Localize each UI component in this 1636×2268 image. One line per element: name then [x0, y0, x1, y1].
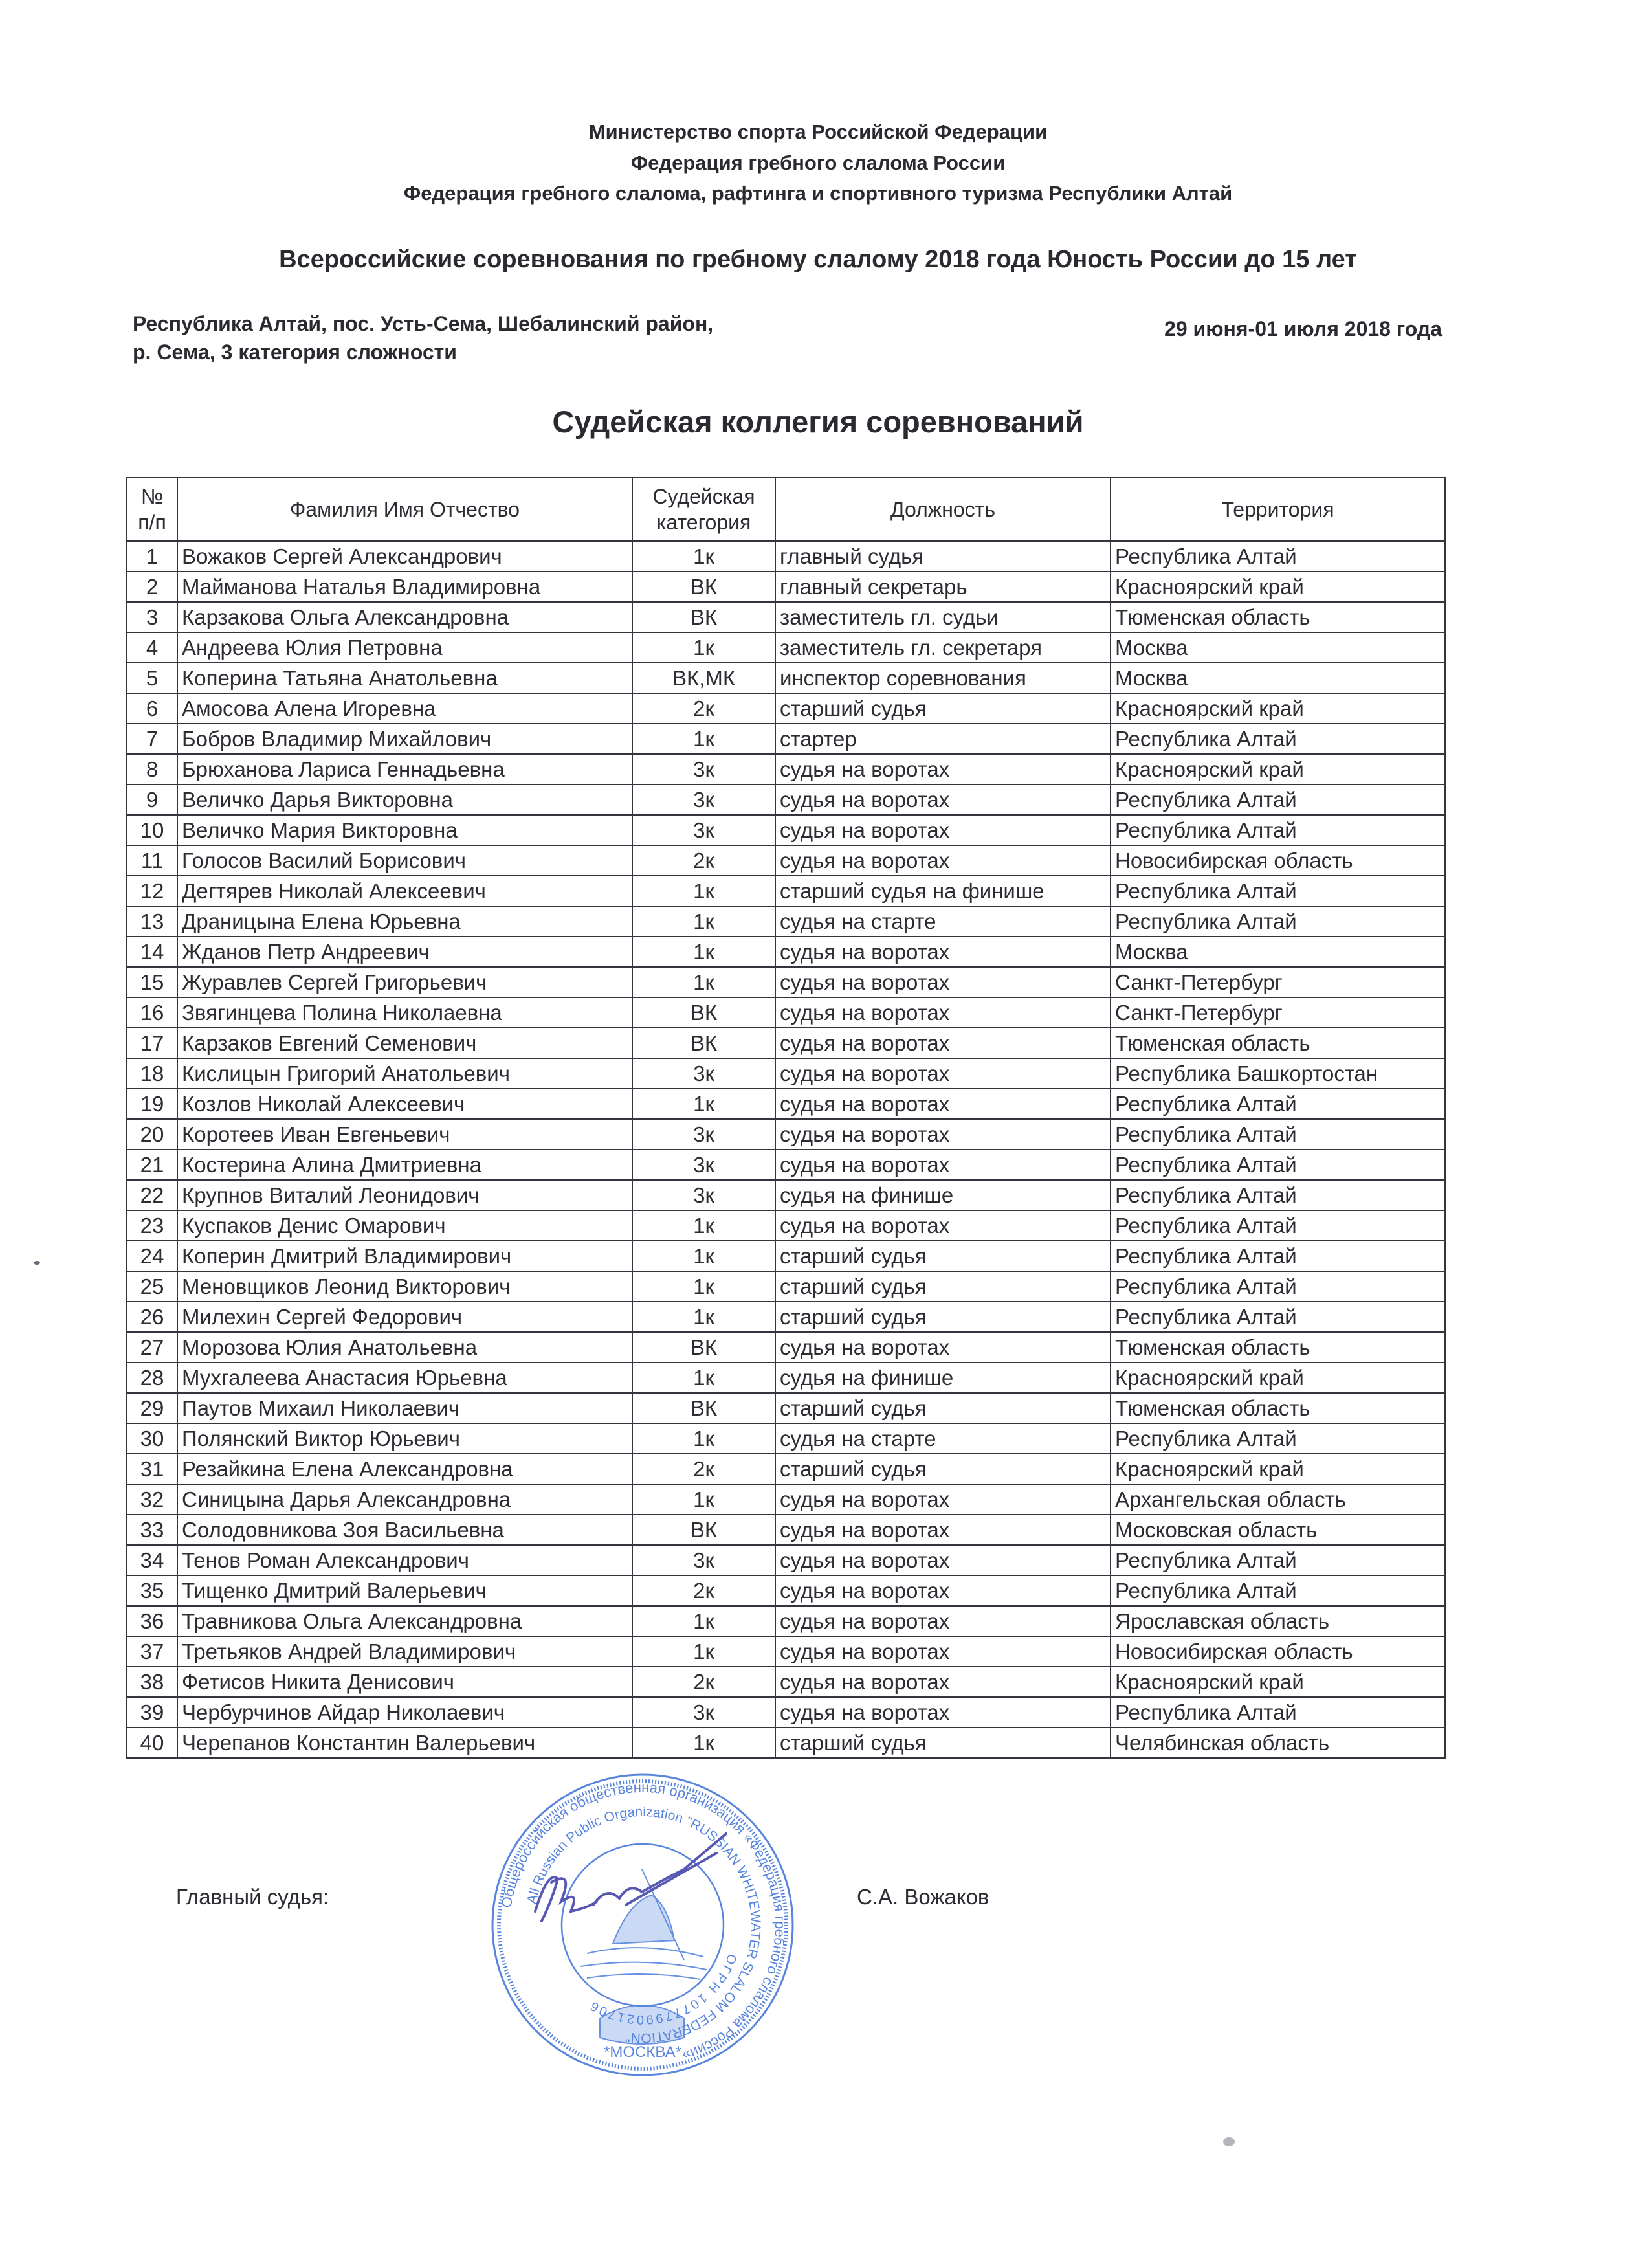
judge-territory: Республика Алтай	[1111, 1575, 1445, 1606]
table-row	[127, 845, 1445, 876]
table-row	[127, 815, 1445, 845]
judge-name: Коперин Дмитрий Владимирович	[177, 1241, 632, 1271]
table-row	[127, 1119, 1445, 1150]
table-row	[127, 937, 1445, 967]
table-header-row	[127, 478, 1445, 541]
judge-name: Величко Дарья Викторовна	[177, 784, 632, 815]
row-number: 7	[127, 724, 177, 754]
judge-category: 1к	[632, 724, 775, 754]
table-row	[127, 724, 1445, 754]
row-number: 3	[127, 602, 177, 632]
table-row	[127, 1575, 1445, 1606]
judge-position: старший судья	[775, 1302, 1111, 1332]
table-row	[127, 1180, 1445, 1210]
judge-position: судья на воротах	[775, 1058, 1111, 1089]
judge-name: Коротеев Иван Евгеньевич	[177, 1119, 632, 1150]
judge-territory: Красноярский край	[1111, 572, 1445, 602]
row-number: 2	[127, 572, 177, 602]
judge-name: Меновщиков Леонид Викторович	[177, 1271, 632, 1302]
ministry-line: Министерство спорта Российской Федерации	[588, 120, 1048, 143]
scan-artifact	[1223, 2137, 1235, 2146]
row-number: 5	[127, 663, 177, 693]
judge-name: Дегтярев Николай Алексеевич	[177, 876, 632, 906]
judge-name: Величко Мария Викторовна	[177, 815, 632, 845]
row-number: 32	[127, 1484, 177, 1515]
judge-territory: Красноярский край	[1111, 1454, 1445, 1484]
judge-position: главный судья	[775, 541, 1111, 572]
row-number: 27	[127, 1332, 177, 1362]
judge-category: ВК	[632, 602, 775, 632]
judge-territory: Республика Алтай	[1111, 1271, 1445, 1302]
judge-name: Карзакова Ольга Александровна	[177, 602, 632, 632]
judge-name: Синицына Дарья Александровна	[177, 1484, 632, 1515]
table-row	[127, 663, 1445, 693]
judge-position: судья на воротах	[775, 1089, 1111, 1119]
table-row	[127, 967, 1445, 997]
judge-position: главный секретарь	[775, 572, 1111, 602]
row-number: 4	[127, 632, 177, 663]
table-row	[127, 1484, 1445, 1515]
judge-territory: Республика Алтай	[1111, 1089, 1445, 1119]
judge-name: Брюханова Лариса Геннадьевна	[177, 754, 632, 784]
judge-category: 1к	[632, 1089, 775, 1119]
judge-territory: Тюменская область	[1111, 1393, 1445, 1423]
row-number: 18	[127, 1058, 177, 1089]
judge-name: Козлов Николай Алексеевич	[177, 1089, 632, 1119]
judge-name: Бобров Владимир Михайлович	[177, 724, 632, 754]
judge-territory: Новосибирская область	[1111, 845, 1445, 876]
row-number: 14	[127, 937, 177, 967]
judge-position: судья на старте	[775, 1423, 1111, 1454]
table-row	[127, 784, 1445, 815]
judge-category: 3к	[632, 1150, 775, 1180]
judge-name: Жданов Петр Андреевич	[177, 937, 632, 967]
judge-name: Мухгалеева Анастасия Юрьевна	[177, 1362, 632, 1393]
signature-label: Главный судья:	[176, 1885, 329, 1909]
judge-position: судья на воротах	[775, 1484, 1111, 1515]
row-number: 17	[127, 1028, 177, 1058]
judge-category: 1к	[632, 1728, 775, 1758]
judge-name: Милехин Сергей Федорович	[177, 1302, 632, 1332]
table-row	[127, 1058, 1445, 1089]
row-number: 31	[127, 1454, 177, 1484]
judge-category: 2к	[632, 1454, 775, 1484]
judge-territory: Республика Алтай	[1111, 1150, 1445, 1180]
judge-position: старший судья	[775, 1241, 1111, 1271]
judge-category: 1к	[632, 1210, 775, 1241]
judge-name: Куспаков Денис Омарович	[177, 1210, 632, 1241]
section-title: Судейская коллегия соревнований	[552, 405, 1084, 439]
judge-position: судья на воротах	[775, 937, 1111, 967]
judge-territory: Москва	[1111, 937, 1445, 967]
row-number: 13	[127, 906, 177, 937]
judge-position: судья на воротах	[775, 815, 1111, 845]
judge-position: старший судья на финише	[775, 876, 1111, 906]
stamp-seal-icon	[490, 1772, 795, 2078]
judge-name: Амосова Алена Игоревна	[177, 693, 632, 724]
row-number: 19	[127, 1089, 177, 1119]
table-row	[127, 602, 1445, 632]
row-number: 6	[127, 693, 177, 724]
judge-territory: Республика Алтай	[1111, 784, 1445, 815]
judge-category: 2к	[632, 693, 775, 724]
federation-line: Федерация гребного слалома России	[630, 151, 1006, 174]
judge-category: 1к	[632, 1302, 775, 1332]
judge-category: ВК,МК	[632, 663, 775, 693]
row-number: 24	[127, 1241, 177, 1271]
svg-text:ОГРН 1077799021706: ОГРН 1077799021706	[586, 1951, 740, 2027]
row-number: 34	[127, 1545, 177, 1575]
table-row	[127, 632, 1445, 663]
judge-category: 3к	[632, 754, 775, 784]
judge-name: Черепанов Константин Валерьевич	[177, 1728, 632, 1758]
judges-table	[126, 477, 1446, 1759]
table-row	[127, 1150, 1445, 1180]
judge-category: 3к	[632, 815, 775, 845]
judge-name: Паутов Михаил Николаевич	[177, 1393, 632, 1423]
judge-position: судья на воротах	[775, 754, 1111, 784]
judge-position: судья на воротах	[775, 1636, 1111, 1667]
judge-territory: Республика Алтай	[1111, 1210, 1445, 1241]
judge-category: 1к	[632, 1484, 775, 1515]
table-body	[127, 541, 1445, 1758]
event-title: Всероссийские соревнования по гребному слалому 2018 года Юность России до 15 лет	[279, 246, 1357, 273]
judge-category: 1к	[632, 1271, 775, 1302]
judge-territory: Республика Алтай	[1111, 876, 1445, 906]
judge-territory: Республика Алтай	[1111, 1241, 1445, 1271]
judge-name: Тищенко Дмитрий Валерьевич	[177, 1575, 632, 1606]
judge-territory: Республика Алтай	[1111, 541, 1445, 572]
judge-position: старший судья	[775, 1454, 1111, 1484]
table-row	[127, 1302, 1445, 1332]
row-number: 40	[127, 1728, 177, 1758]
judge-territory: Архангельская область	[1111, 1484, 1445, 1515]
row-number: 12	[127, 876, 177, 906]
judge-position: судья на воротах	[775, 967, 1111, 997]
row-number: 11	[127, 845, 177, 876]
judge-territory: Республика Башкортостан	[1111, 1058, 1445, 1089]
signatory-name: С.А. Вожаков	[857, 1885, 989, 1909]
table-row	[127, 1362, 1445, 1393]
column-header-territory: Территория	[1111, 478, 1445, 541]
table-row	[127, 1089, 1445, 1119]
judge-position: стартер	[775, 724, 1111, 754]
table-row	[127, 1728, 1445, 1758]
judge-category: 1к	[632, 632, 775, 663]
row-number: 15	[127, 967, 177, 997]
judge-position: судья на воротах	[775, 1545, 1111, 1575]
judge-position: судья на воротах	[775, 845, 1111, 876]
svg-text:*МОСКВА*: *МОСКВА*	[604, 2043, 681, 2061]
table-row	[127, 541, 1445, 572]
column-header-name: Фамилия Имя Отчество	[177, 478, 632, 541]
judge-position: заместитель гл. секретаря	[775, 632, 1111, 663]
judge-position: старший судья	[775, 1271, 1111, 1302]
judge-position: старший судья	[775, 1728, 1111, 1758]
table-row	[127, 997, 1445, 1028]
judge-territory: Тюменская область	[1111, 1332, 1445, 1362]
judge-position: заместитель гл. судьи	[775, 602, 1111, 632]
judge-territory: Республика Алтай	[1111, 1119, 1445, 1150]
column-header-category: Судейская категория	[632, 478, 775, 541]
row-number: 28	[127, 1362, 177, 1393]
row-number: 38	[127, 1667, 177, 1697]
judge-name: Карзаков Евгений Семенович	[177, 1028, 632, 1058]
judge-category: 1к	[632, 1636, 775, 1667]
judge-territory: Республика Алтай	[1111, 1180, 1445, 1210]
row-number: 8	[127, 754, 177, 784]
table-row	[127, 1028, 1445, 1058]
judge-name: Андреева Юлия Петровна	[177, 632, 632, 663]
judge-category: 1к	[632, 1362, 775, 1393]
judge-name: Травникова Ольга Александровна	[177, 1606, 632, 1636]
venue-line-1: Республика Алтай, пос. Усть-Сема, Шебалинский район,	[133, 312, 714, 335]
judge-name: Полянский Виктор Юрьевич	[177, 1423, 632, 1454]
table-row	[127, 1636, 1445, 1667]
judge-category: 3к	[632, 1058, 775, 1089]
judge-position: инспектор соревнования	[775, 663, 1111, 693]
judge-name: Звягинцева Полина Николаевна	[177, 997, 632, 1028]
judge-territory: Тюменская область	[1111, 1028, 1445, 1058]
row-number: 9	[127, 784, 177, 815]
judge-name: Майманова Наталья Владимировна	[177, 572, 632, 602]
judge-category: ВК	[632, 1515, 775, 1545]
judge-territory: Тюменская область	[1111, 602, 1445, 632]
table-row	[127, 1545, 1445, 1575]
judge-name: Чербурчинов Айдар Николаевич	[177, 1697, 632, 1728]
row-number: 21	[127, 1150, 177, 1180]
row-number: 23	[127, 1210, 177, 1241]
regional-federation-line: Федерация гребного слалома, рафтинга и спортивного туризма Республики Алтай	[403, 182, 1233, 205]
column-header-number: № п/п	[127, 478, 177, 541]
judge-position: судья на финише	[775, 1180, 1111, 1210]
judge-position: судья на старте	[775, 906, 1111, 937]
judge-territory: Красноярский край	[1111, 1667, 1445, 1697]
judge-position: судья на воротах	[775, 1028, 1111, 1058]
scan-artifact	[34, 1261, 40, 1265]
judge-position: судья на воротах	[775, 1119, 1111, 1150]
judge-position: судья на воротах	[775, 1515, 1111, 1545]
judge-territory: Москва	[1111, 632, 1445, 663]
row-number: 36	[127, 1606, 177, 1636]
judge-territory: Красноярский край	[1111, 754, 1445, 784]
table-row	[127, 754, 1445, 784]
judge-position: судья на воротах	[775, 1606, 1111, 1636]
venue	[133, 309, 713, 366]
column-header-position: Должность	[775, 478, 1111, 541]
row-number: 10	[127, 815, 177, 845]
judge-category: 2к	[632, 1575, 775, 1606]
judge-category: 2к	[632, 1667, 775, 1697]
judge-position: судья на воротах	[775, 1332, 1111, 1362]
svg-text:Общероссийская общественная ор: Общероссийская общественная организация «Федерация гребного слалома России»	[498, 1779, 789, 2065]
judge-category: 1к	[632, 876, 775, 906]
judge-territory: Новосибирская область	[1111, 1636, 1445, 1667]
judge-territory: Красноярский край	[1111, 1362, 1445, 1393]
table-row	[127, 1515, 1445, 1545]
official-stamp	[490, 1772, 795, 2078]
judge-territory: Республика Алтай	[1111, 1697, 1445, 1728]
table-row	[127, 1606, 1445, 1636]
judge-category: ВК	[632, 1332, 775, 1362]
row-number: 26	[127, 1302, 177, 1332]
judge-position: старший судья	[775, 1393, 1111, 1423]
judge-category: 2к	[632, 845, 775, 876]
judge-territory: Республика Алтай	[1111, 1423, 1445, 1454]
judge-name: Вожаков Сергей Александрович	[177, 541, 632, 572]
judge-category: 1к	[632, 541, 775, 572]
judge-territory: Московская область	[1111, 1515, 1445, 1545]
judge-territory: Красноярский край	[1111, 693, 1445, 724]
table-row	[127, 1393, 1445, 1423]
table-row	[127, 1454, 1445, 1484]
judge-name: Голосов Василий Борисович	[177, 845, 632, 876]
table-row	[127, 906, 1445, 937]
judge-position: старший судья	[775, 693, 1111, 724]
judge-category: ВК	[632, 1028, 775, 1058]
judge-position: судья на воротах	[775, 997, 1111, 1028]
table-row	[127, 1697, 1445, 1728]
judge-category: 1к	[632, 937, 775, 967]
table-row	[127, 1423, 1445, 1454]
venue-line-2: р. Сема, 3 категория сложности	[133, 340, 457, 364]
judge-position: судья на воротах	[775, 1575, 1111, 1606]
judge-category: 3к	[632, 784, 775, 815]
row-number: 33	[127, 1515, 177, 1545]
event-dates: 29 июня-01 июля 2018 года	[1164, 317, 1442, 340]
judge-territory: Республика Алтай	[1111, 1545, 1445, 1575]
judge-name: Журавлев Сергей Григорьевич	[177, 967, 632, 997]
judge-category: ВК	[632, 1393, 775, 1423]
judge-category: 1к	[632, 1423, 775, 1454]
svg-text:All Russian Public Organizatio: All Russian Public Organization "RUSSIAN WHITEWATER SLALOM FEDERATION"	[524, 1804, 764, 2046]
judge-category: 3к	[632, 1697, 775, 1728]
judge-name: Костерина Алина Дмитриевна	[177, 1150, 632, 1180]
judge-name: Фетисов Никита Денисович	[177, 1667, 632, 1697]
judge-territory: Челябинская область	[1111, 1728, 1445, 1758]
judge-name: Коперина Татьяна Анатольевна	[177, 663, 632, 693]
judge-territory: Республика Алтай	[1111, 815, 1445, 845]
judge-territory: Республика Алтай	[1111, 724, 1445, 754]
judge-name: Солодовникова Зоя Васильевна	[177, 1515, 632, 1545]
judge-position: судья на финише	[775, 1362, 1111, 1393]
table-row	[127, 1332, 1445, 1362]
judge-category: ВК	[632, 572, 775, 602]
table-row	[127, 693, 1445, 724]
judge-territory: Санкт-Петербург	[1111, 997, 1445, 1028]
row-number: 35	[127, 1575, 177, 1606]
judge-name: Резайкина Елена Александровна	[177, 1454, 632, 1484]
table-row	[127, 572, 1445, 602]
judge-territory: Москва	[1111, 663, 1445, 693]
row-number: 16	[127, 997, 177, 1028]
judge-name: Третьяков Андрей Владимирович	[177, 1636, 632, 1667]
table-row	[127, 1241, 1445, 1271]
table-row	[127, 1271, 1445, 1302]
table-row	[127, 1210, 1445, 1241]
judge-position: судья на воротах	[775, 784, 1111, 815]
judge-position: судья на воротах	[775, 1150, 1111, 1180]
judge-category: 1к	[632, 1606, 775, 1636]
judge-category: 3к	[632, 1180, 775, 1210]
row-number: 25	[127, 1271, 177, 1302]
judge-position: судья на воротах	[775, 1667, 1111, 1697]
judge-position: судья на воротах	[775, 1697, 1111, 1728]
judge-category: 3к	[632, 1119, 775, 1150]
row-number: 20	[127, 1119, 177, 1150]
judge-name: Морозова Юлия Анатольевна	[177, 1332, 632, 1362]
row-number: 37	[127, 1636, 177, 1667]
judge-territory: Республика Алтай	[1111, 1302, 1445, 1332]
judge-position: судья на воротах	[775, 1210, 1111, 1241]
row-number: 29	[127, 1393, 177, 1423]
judge-name: Драницына Елена Юрьевна	[177, 906, 632, 937]
row-number: 1	[127, 541, 177, 572]
judge-name: Тенов Роман Александрович	[177, 1545, 632, 1575]
judge-category: 1к	[632, 967, 775, 997]
judge-name: Кислицын Григорий Анатольевич	[177, 1058, 632, 1089]
judge-territory: Республика Алтай	[1111, 906, 1445, 937]
judge-name: Крупнов Виталий Леонидович	[177, 1180, 632, 1210]
judge-category: ВК	[632, 997, 775, 1028]
judge-territory: Ярославская область	[1111, 1606, 1445, 1636]
judge-category: 1к	[632, 906, 775, 937]
judge-territory: Санкт-Петербург	[1111, 967, 1445, 997]
judge-category: 3к	[632, 1545, 775, 1575]
row-number: 22	[127, 1180, 177, 1210]
row-number: 30	[127, 1423, 177, 1454]
judge-category: 1к	[632, 1241, 775, 1271]
row-number: 39	[127, 1697, 177, 1728]
table-row	[127, 876, 1445, 906]
table-row	[127, 1667, 1445, 1697]
